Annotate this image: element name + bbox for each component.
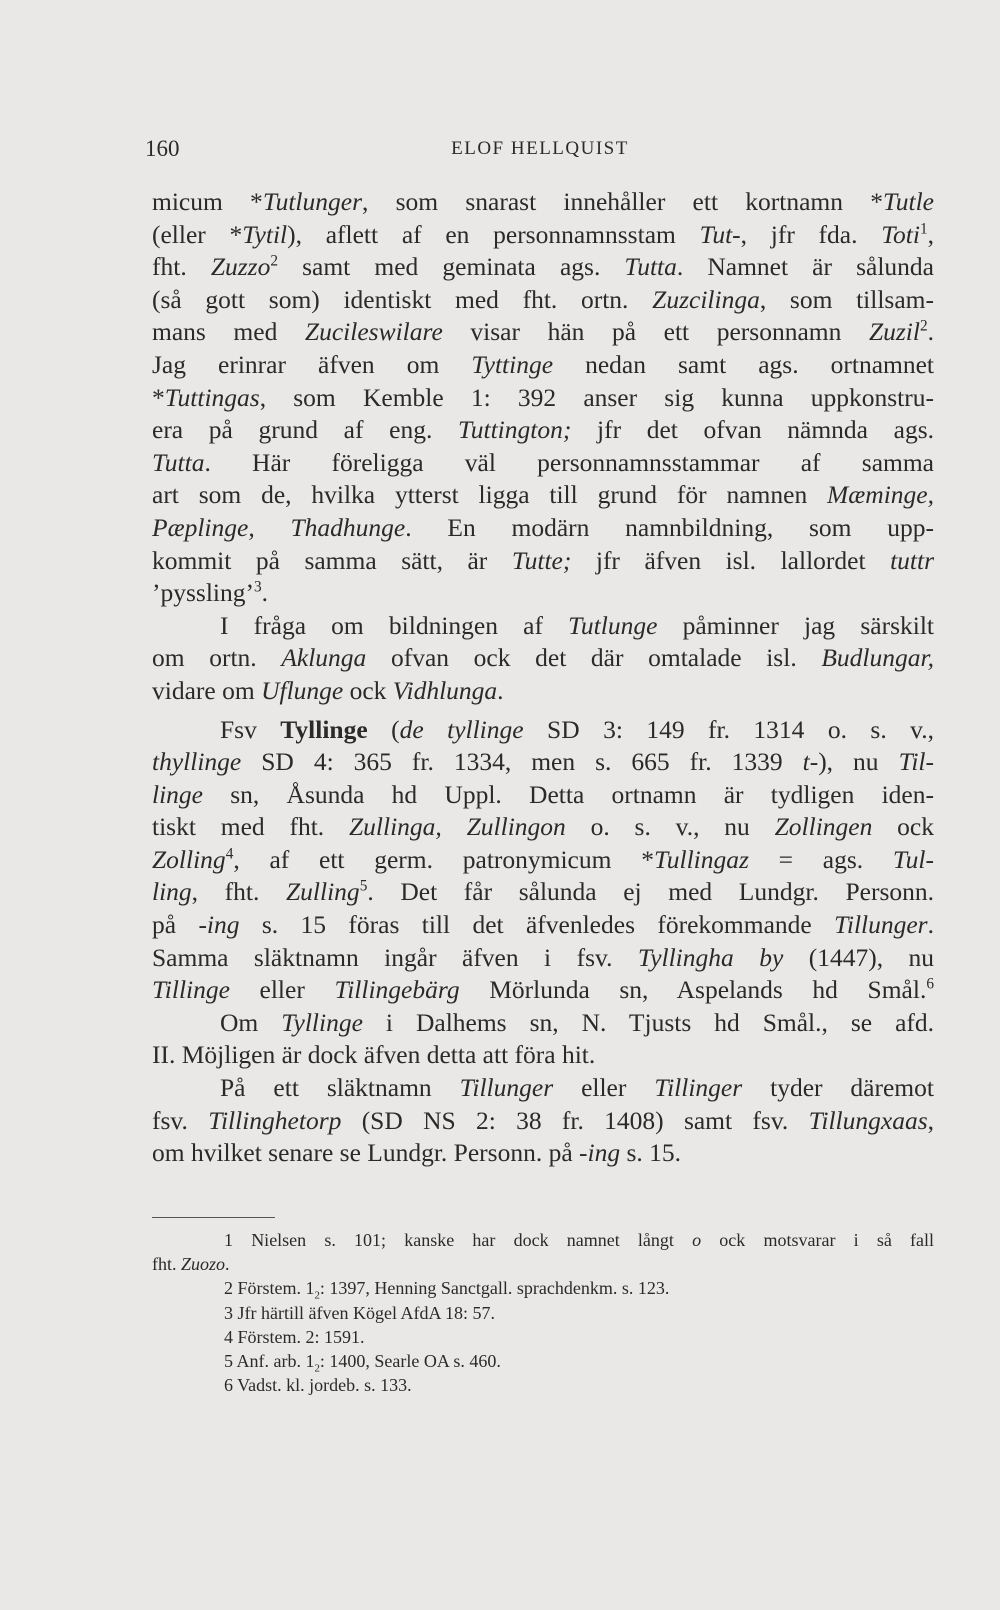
- footnote: 6 Vadst. kl. jordeb. s. 133.: [224, 1375, 412, 1396]
- text-line: *Tuttingas, som Kemble 1: 392 anser sig kunna uppkonstru-: [152, 382, 934, 412]
- text-line: vidare om Uflunge ock Vidhlunga.: [152, 675, 504, 705]
- text-line: om ortn. Aklunga ofvan ock det där omtalade isl. Budlungar,: [152, 643, 934, 673]
- text-line: Zolling$^4$, af ett germ. patronymicum *Tullingaz = ags. Tul-: [152, 844, 934, 874]
- text-line: (så gott som) identiskt med fht. ortn. Zuzcilinga, som tillsam-: [152, 284, 935, 314]
- page-number: 160: [145, 136, 180, 161]
- text-line: linge sn, Åsunda hd Uppl. Detta ortnamn är tydligen iden-: [152, 779, 934, 809]
- text-line: Tillinge eller Tillingebärg Mörlunda sn, Aspelands hd Smål.$^6$: [152, 975, 934, 1005]
- text-line: mans med Zucileswilare visar hän på ett personnamn Zuzil$^2$.: [152, 317, 935, 347]
- text-line: kommit på samma sätt, är Tutte; jfr äfven isl. lallordet tuttr: [152, 545, 934, 575]
- text-line: II. Möjligen är dock äfven detta att föra hit.: [152, 1040, 596, 1070]
- text-line: På ett släktnamn Tillunger eller Tillinger tyder däremot: [220, 1073, 934, 1103]
- body-text: [152, 186, 934, 1170]
- text-line: tiskt med fht. Zullinga, Zullingon o. s. v., nu Zollingen ock: [152, 812, 934, 842]
- text-line: Tutta. Här föreligga väl personnamnsstammar af samma: [152, 447, 934, 477]
- footnote: 4 Förstem. 2: 1591.: [224, 1326, 365, 1347]
- footnote: 5 Anf. arb. $1_2$: 1400, Searle OA s. 460.: [224, 1351, 501, 1375]
- text-line: om hvilket senare se Lundgr. Personn. på -ing s. 15.: [152, 1138, 682, 1168]
- text-line: fsv. Tillinghetorp (SD NS 2: 38 fr. 1408) samt fsv. Tillungxaas,: [152, 1105, 934, 1135]
- text-line: Om Tyllinge i Dalhems sn, N. Tjusts hd Smål., se afd.: [220, 1007, 935, 1037]
- text-line: Pæplinge, Thadhunge. En modärn namnbildning, som upp-: [152, 512, 934, 542]
- text-line: I fråga om bildningen af Tutlunge påminner jag särskilt: [220, 610, 934, 640]
- text-line: Fsv Tyllinge (de tyllinge SD 3: 149 fr. 1314 o. s. v.,: [220, 714, 934, 744]
- page-header: [145, 136, 935, 176]
- footnote: 1 Nielsen s. 101; kanske har dock namnet långt o ock motsvarar i så fall: [224, 1230, 934, 1250]
- footnote: 3 Jfr härtill äfven Kögel AfdA 18: 57.: [224, 1302, 495, 1323]
- footnote: 2 Förstem. $1_2$: 1397, Henning Sanctgall. sprachdenkm. s. 123.: [224, 1278, 670, 1302]
- text-line: ling, fht. Zulling$^5$. Det får sålunda ej med Lundgr. Personn.: [152, 877, 934, 907]
- footnote: fht. Zuozo.: [152, 1254, 230, 1275]
- footnote-separator: [152, 1217, 275, 1218]
- text-line: fht. Zuzzo$^2$ samt med geminata ags. Tutta. Namnet är sålunda: [152, 252, 934, 282]
- text-line: micum *Tutlunger, som snarast innehåller ett kortnamn *Tutle: [152, 187, 934, 216]
- text-line: Jag erinrar äfven om Tyttinge nedan samt ags. ortnamnet: [152, 349, 935, 379]
- running-title: ELOF HELLQUIST: [451, 138, 629, 159]
- text-line: art som de, hvilka ytterst ligga till grund för namnen Mæminge,: [152, 480, 934, 510]
- text-line: Samma släktnamn ingår äfven i fsv. Tyllingha by (1447), nu: [152, 942, 935, 972]
- text-line: på -ing s. 15 föras till det äfvenledes förekommande Tillunger.: [152, 910, 934, 940]
- text-line: era på grund af eng. Tuttington; jfr det ofvan nämnda ags.: [152, 415, 934, 445]
- text-line: thyllinge SD 4: 365 fr. 1334, men s. 665 fr. 1339 t-), nu Til-: [152, 747, 934, 777]
- text-line: ’pyssling’$^3$.: [152, 578, 269, 608]
- footnotes: [152, 1228, 934, 1397]
- text-line: (eller *Tytil), aflett af en personnamnsstam Tut-, jfr fda. Toti$^1$,: [152, 219, 934, 249]
